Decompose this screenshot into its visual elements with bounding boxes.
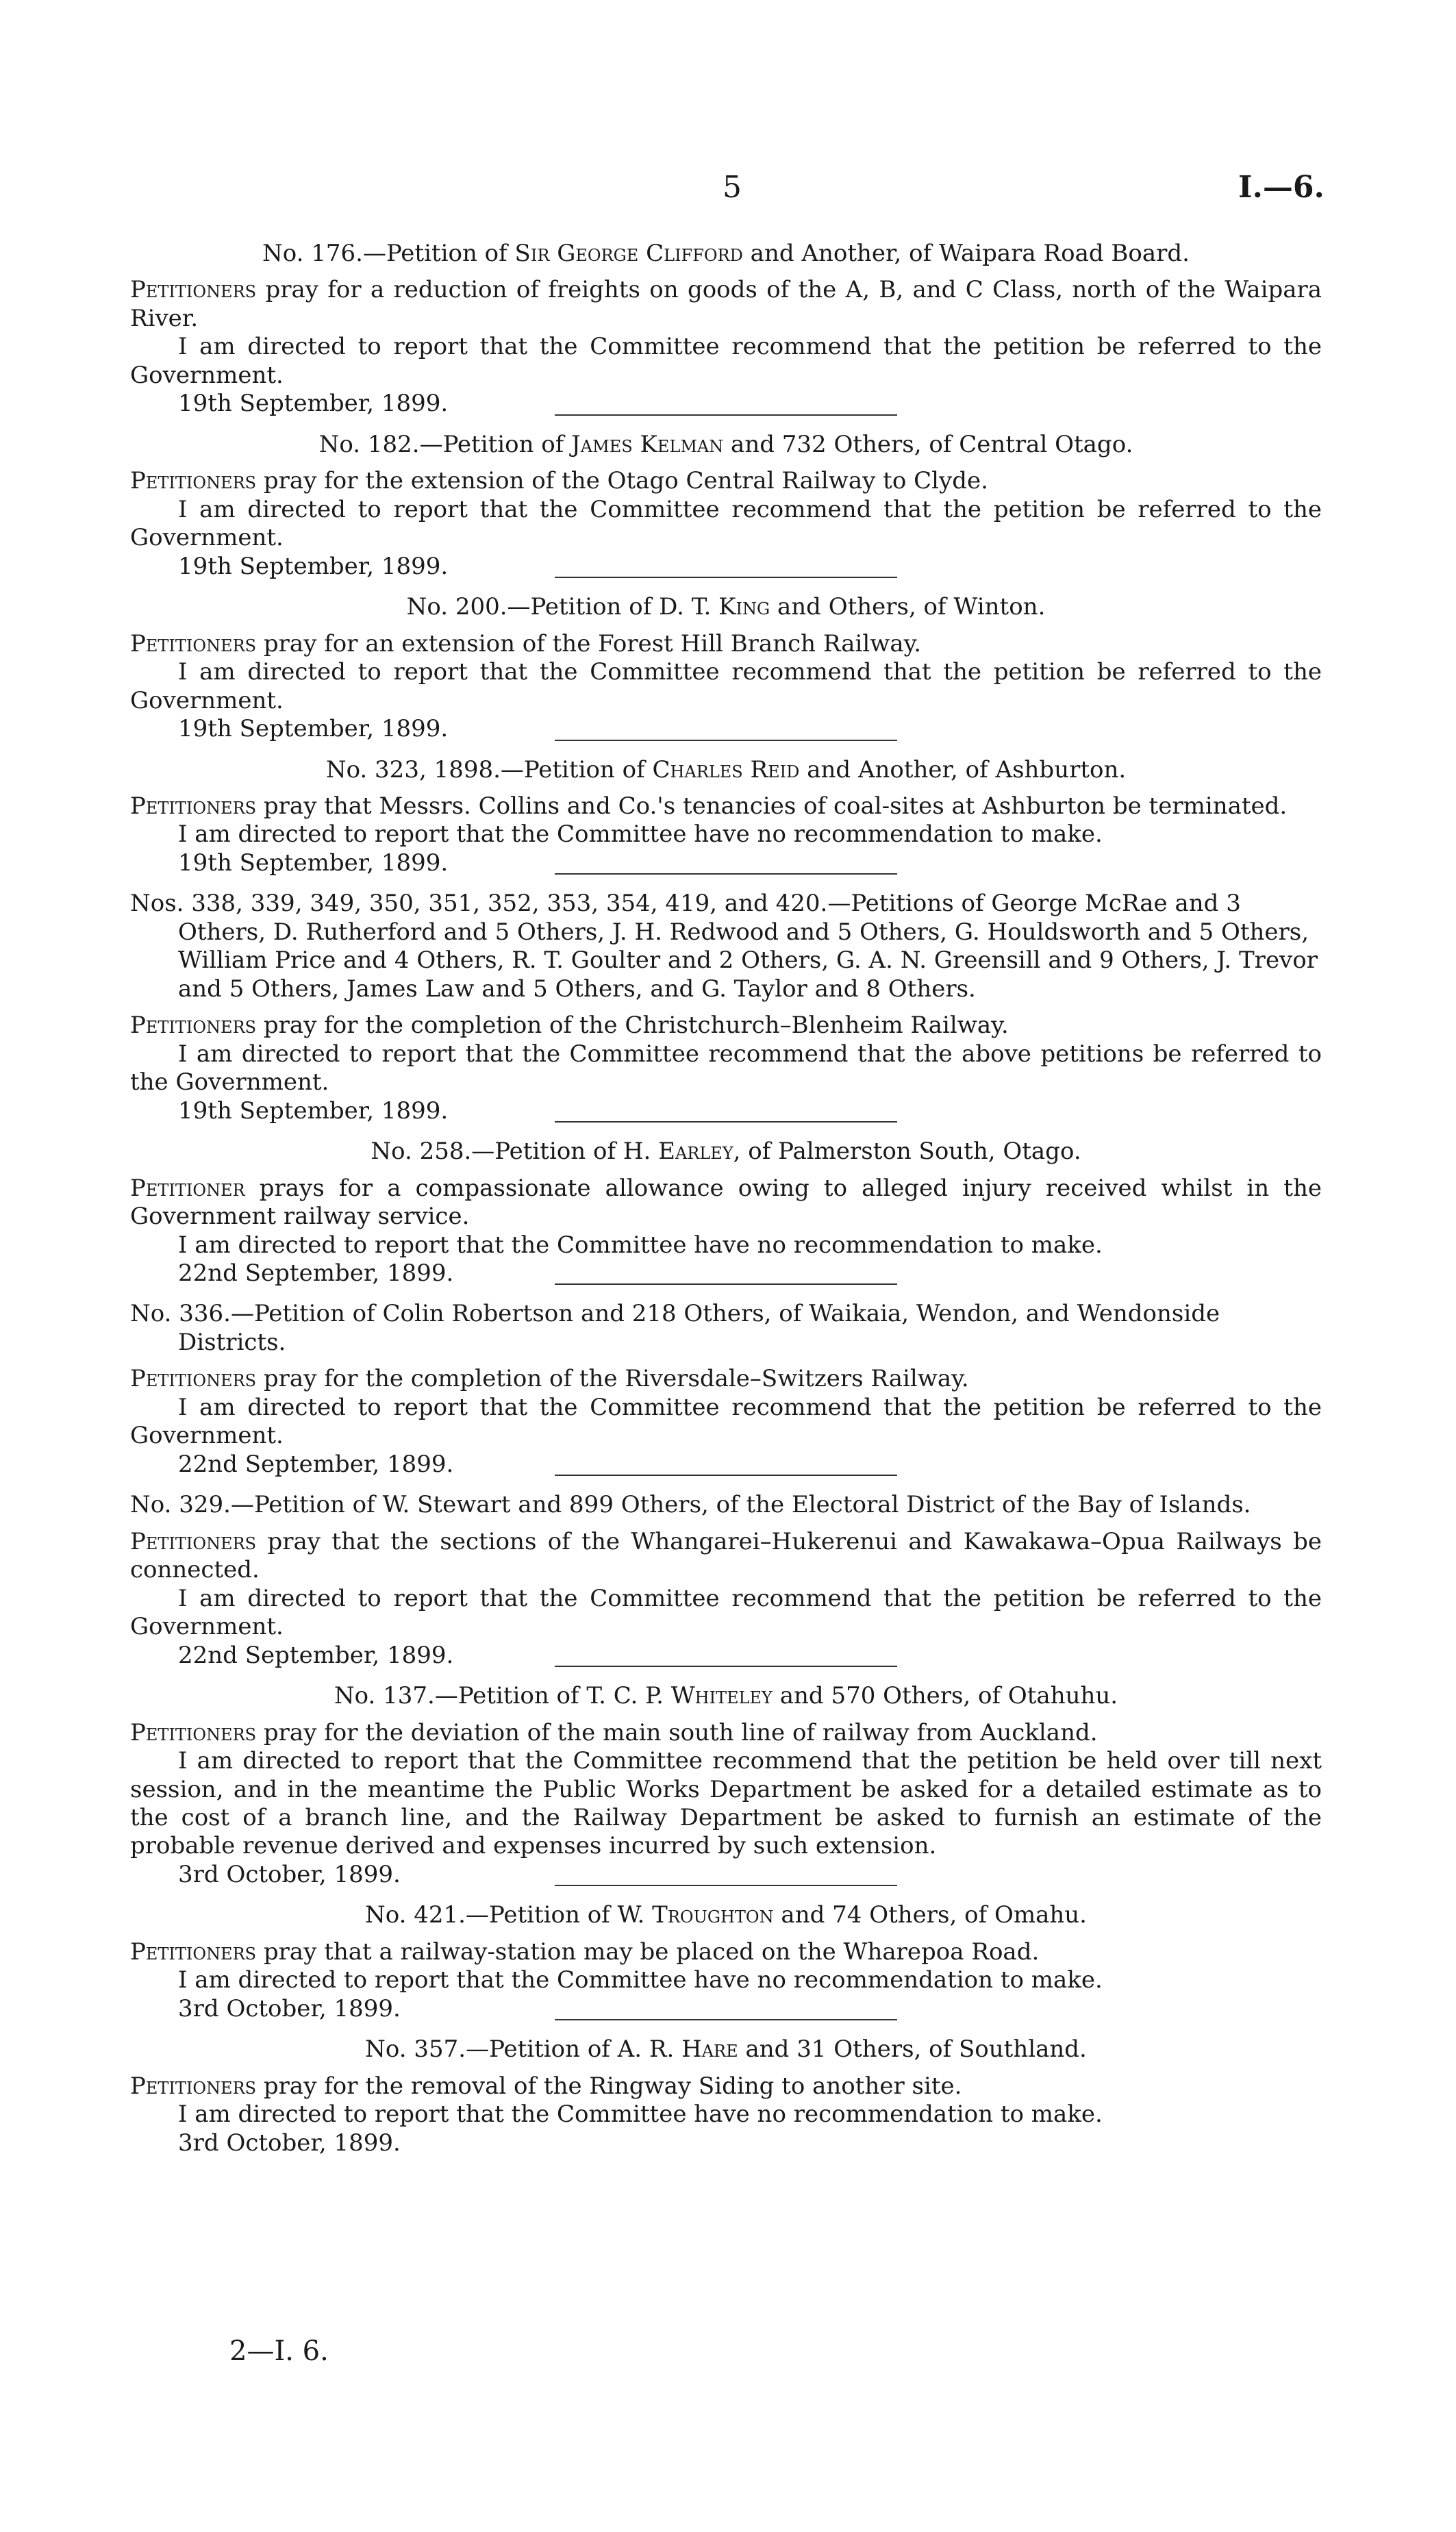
divider-rule xyxy=(555,1121,897,1123)
prayer-text: Petitioners pray for the completion of the Christchurch–Blenheim Railway. xyxy=(130,1012,1009,1040)
divider-rule xyxy=(555,414,897,416)
report-text: I am directed to report that the Committee have no recommendation to make. xyxy=(178,820,1103,849)
prayer-text: Petitioners pray that the sections of the Whangarei–Hukerenui and Kawakawa–Opua Railways be connected. xyxy=(130,1527,1322,1584)
divider-rule xyxy=(555,740,897,741)
petition-heading: No. 421.—Petition of W. Troughton and 74 Others, of Omahu. xyxy=(365,1901,1087,1929)
report-text: I am directed to report that the Committee have no recommendation to make. xyxy=(178,1966,1103,1994)
petition-heading: No. 336.—Petition of Colin Robertson and 218 Others, of Waikaia, Wendon, and Wendonside Districts. xyxy=(130,1300,1220,1356)
report-date: 19th September, 1899. xyxy=(178,849,449,877)
report-date: 19th September, 1899. xyxy=(178,390,449,418)
report-text: I am directed to report that the Committee have no recommendation to make. xyxy=(178,2101,1103,2129)
report-text: I am directed to report that the Committee recommend that the petition be referred to the Government. xyxy=(130,1584,1322,1641)
report-text: I am directed to report that the Committee have no recommendation to make. xyxy=(178,1231,1103,1259)
petition-heading: No. 323, 1898.—Petition of Charles Reid and Another, of Ashburton. xyxy=(325,755,1127,784)
report-text: I am directed to report that the Committee recommend that the petition be referred to the Government. xyxy=(130,333,1322,389)
petition-entry xyxy=(130,756,1322,875)
divider-rule xyxy=(555,1666,897,1667)
report-text: I am directed to report that the Committee recommend that the petition be referred to the Government. xyxy=(130,1393,1322,1450)
petition-entry xyxy=(130,1901,1322,2020)
report-date: 3rd October, 1899. xyxy=(178,2129,401,2157)
petition-entry xyxy=(130,240,1322,416)
prayer-text: Petitioner prays for a compassionate allowance owing to alleged injury received whilst in the Government railway service. xyxy=(130,1174,1322,1231)
petition-entry xyxy=(130,1682,1322,1886)
prayer-text: Petitioners pray that Messrs. Collins and Co.'s tenancies of coal-sites at Ashburton be terminated. xyxy=(130,792,1288,820)
prayer-text: Petitioners pray for a reduction of freights on goods of the A, B, and C Class, north of the Waipara River. xyxy=(130,276,1322,332)
prayer-text: Petitioners pray for an extension of the Forest Hill Branch Railway. xyxy=(130,629,922,657)
report-text: I am directed to report that the Committee recommend that the petition be referred to the Government. xyxy=(130,495,1322,552)
petition-heading: No. 176.—Petition of Sir George Clifford and Another, of Waipara Road Board. xyxy=(262,240,1190,267)
prayer-text: Petitioners pray for the removal of the Ringway Siding to another site. xyxy=(130,2072,962,2100)
petition-entry xyxy=(130,431,1322,578)
report-date: 22nd September, 1899. xyxy=(178,1641,454,1669)
report-date: 19th September, 1899. xyxy=(178,552,449,580)
petition-entry xyxy=(130,1138,1322,1285)
petition-entry xyxy=(130,1491,1322,1667)
petition-heading: Nos. 338, 339, 349, 350, 351, 352, 353, 354, 419, and 420.—Petitions of George McRae and 3 Others, D. Rutherford and 5 Others, J. H. Redwood and 5 Others, G. Houldsworth and 5 Others, William Price and 4 Others, R. T. Goulter and 2 Others, G. A. N. Greensill and 9 Others, J. Trevor and 5 Others, James Law and 5 Others, and G. Taylor and 8 Others. xyxy=(130,890,1318,1003)
petition-entry xyxy=(130,890,1322,1123)
report-date: 22nd September, 1899. xyxy=(178,1259,454,1287)
petition-heading: No. 258.—Petition of H. Earley, of Palmerston South, Otago. xyxy=(371,1138,1081,1166)
report-date: 19th September, 1899. xyxy=(178,1096,449,1125)
petition-heading: No. 137.—Petition of T. C. P. Whiteley and 570 Others, of Otahuhu. xyxy=(334,1682,1118,1710)
prayer-text: Petitioners pray that a railway-station may be placed on the Wharepoa Road. xyxy=(130,1938,1040,1966)
report-date: 3rd October, 1899. xyxy=(178,1860,401,1888)
report-date: 22nd September, 1899. xyxy=(178,1450,454,1478)
petition-entry xyxy=(130,1300,1322,1476)
divider-rule xyxy=(555,873,897,875)
divider-rule xyxy=(555,2019,897,2020)
divider-rule xyxy=(555,1475,897,1476)
petition-heading: No. 200.—Petition of D. T. King and Others, of Winton. xyxy=(406,593,1046,621)
document-reference: I.—6. xyxy=(1238,170,1325,205)
prayer-text: Petitioners pray for the deviation of the main south line of railway from Auckland. xyxy=(130,1718,1098,1746)
divider-rule xyxy=(555,1283,897,1285)
page-number: 5 xyxy=(723,170,742,205)
petitions-list xyxy=(130,240,1322,2172)
petition-entry xyxy=(130,593,1322,743)
petition-heading: No. 357.—Petition of A. R. Hare and 31 Others, of Southland. xyxy=(365,2035,1087,2064)
divider-rule xyxy=(555,577,897,578)
petition-heading: No. 329.—Petition of W. Stewart and 899 Others, of the Electoral District of the Bay of Islands. xyxy=(130,1491,1251,1519)
report-date: 3rd October, 1899. xyxy=(178,1994,401,2022)
divider-rule xyxy=(555,1885,897,1886)
report-text: I am directed to report that the Committee recommend that the petition be held over till next session, and in the meantime the Public Works Department be asked for a detailed estimate as to the cost of a branch line, and the Railway Department be asked to furnish an estimate of the probable revenue derived and expenses incurred by such extension. xyxy=(130,1747,1322,1860)
prayer-text: Petitioners pray for the extension of the Otago Central Railway to Clyde. xyxy=(130,467,988,495)
report-text: I am directed to report that the Committee recommend that the petition be referred to the Government. xyxy=(130,658,1322,714)
petition-heading: No. 182.—Petition of James Kelman and 732 Others, of Central Otago. xyxy=(318,430,1133,458)
prayer-text: Petitioners pray for the completion of the Riversdale–Switzers Railway. xyxy=(130,1365,969,1393)
signature-mark: 2—I. 6. xyxy=(229,2335,329,2367)
petition-entry xyxy=(130,2035,1322,2157)
report-date: 19th September, 1899. xyxy=(178,715,449,743)
report-text: I am directed to report that the Committee recommend that the above petitions be referred to the Government. xyxy=(130,1040,1322,1096)
